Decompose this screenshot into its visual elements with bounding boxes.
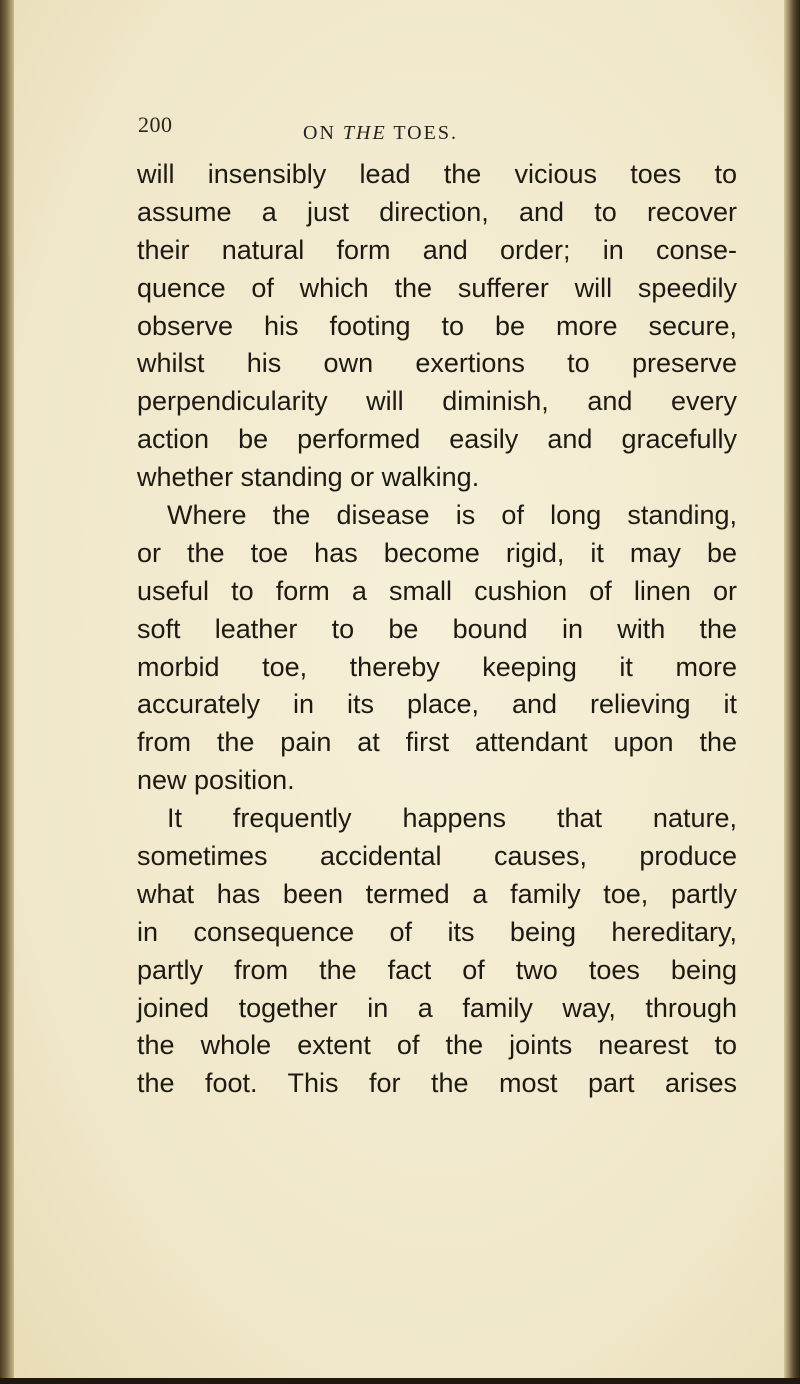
text-line: observe his footing to be more secure, (137, 310, 737, 341)
text-line: will insensibly lead the vicious toes to (137, 159, 737, 189)
text-line: whilst his own exertions to preserve (137, 348, 737, 379)
running-head-italic: THE (342, 122, 387, 144)
text-line: perpendicularity will diminish, and every (137, 386, 737, 417)
text-line: partly from the fact of two toes being (137, 954, 737, 985)
text-line: action be performed easily and gracefully (137, 424, 737, 455)
text-line: joined together in a family way, through (137, 992, 737, 1023)
text-line: accurately in its place, and relieving it (137, 689, 737, 720)
page-edge-bottom (0, 1378, 800, 1384)
text-line: sometimes accidental causes, produce (137, 841, 737, 872)
text-line: useful to form a small cushion of linen or (137, 575, 737, 606)
text-line: the foot. This for the most part arises (137, 1068, 737, 1099)
text-line: whether standing or walking. (137, 462, 480, 493)
page-number: 200 (138, 112, 173, 137)
page-edge-right (784, 0, 800, 1384)
text-line: their natural form and order; in conse- (137, 234, 737, 265)
text-line: Where the disease is of long standing, (167, 500, 737, 531)
text-line: It frequently happens that nature, (167, 803, 737, 834)
running-head-post: TOES. (386, 122, 458, 144)
page-header (138, 112, 738, 152)
text-line: soft leather to be bound in with the (137, 613, 737, 644)
running-head-pre: ON (303, 122, 343, 144)
text-line: assume a just direction, and to recover (137, 196, 737, 227)
text-line: new position. (137, 765, 295, 796)
body-text (137, 156, 737, 1103)
text-line: or the toe has become rigid, it may be (137, 537, 737, 568)
text-line: morbid toe, thereby keeping it more (137, 651, 737, 682)
running-head (303, 122, 458, 145)
page-edge-left (0, 0, 14, 1384)
text-line: quence of which the sufferer will speedily (137, 272, 737, 303)
text-line: the whole extent of the joints nearest to (137, 1030, 737, 1061)
text-line: from the pain at first attendant upon the (137, 727, 737, 758)
text-line: in consequence of its being hereditary, (137, 916, 737, 947)
text-line: what has been termed a family toe, partly (137, 878, 737, 909)
